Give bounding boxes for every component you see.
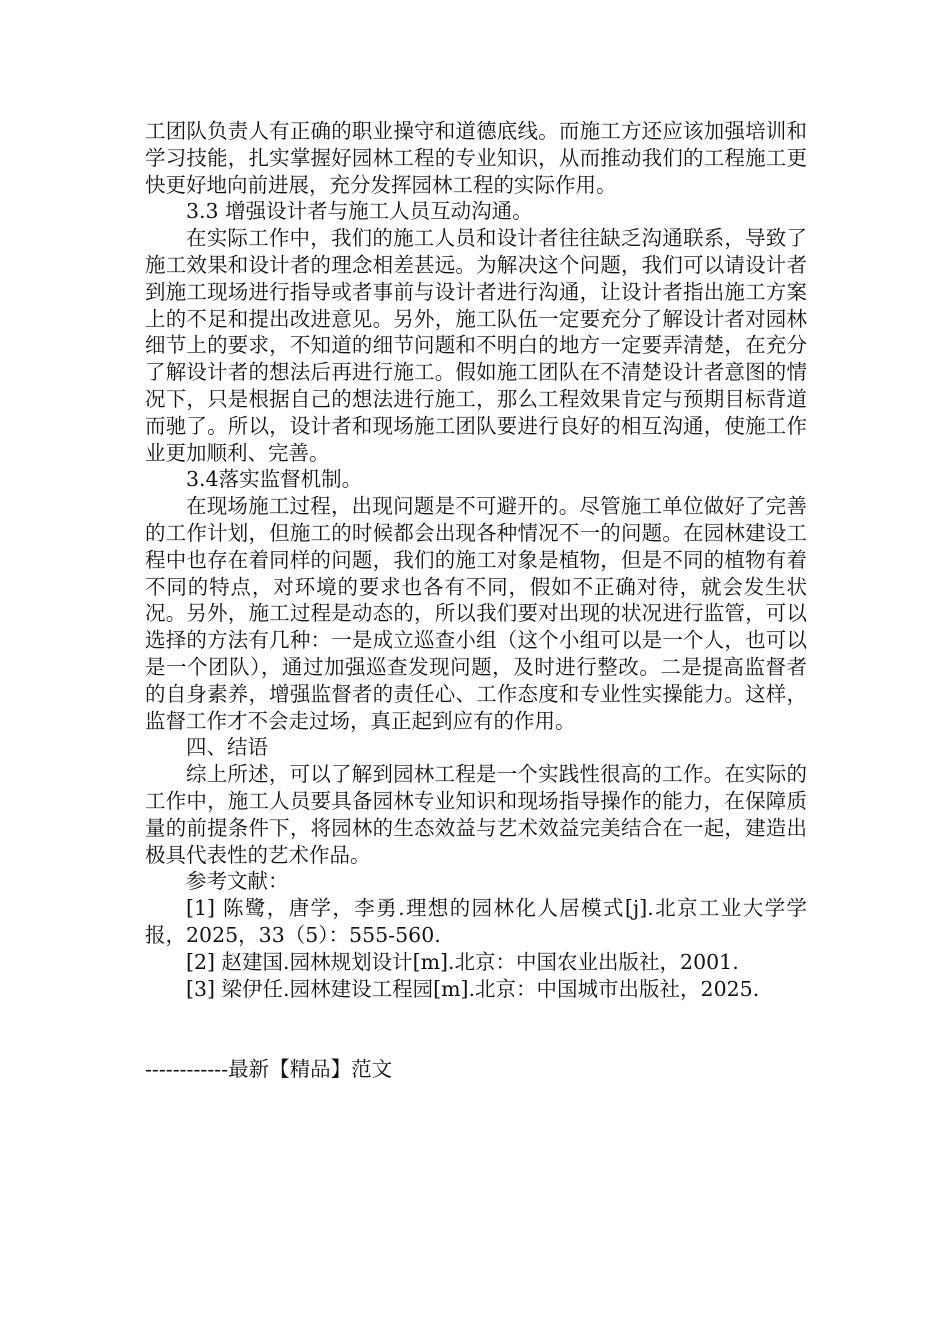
paragraph-communication: 在实际工作中，我们的施工人员和设计者往往缺乏沟通联系，导致了施工效果和设计者的理念相差甚远。为解决这个问题，我们可以请设计者到施工现场进行指导或者事前与设计者进行沟通，让设计者指出施工方案上的不足和提出改进意见。另外，施工队伍一定要充分了解设计者对园林细节上的要求，不知道的细节问题和不明白的地方一定要弄清楚，在充分了解设计者的想法后再进行施工。假如施工团队在不清楚设计者意图的情况下，只是根据自己的想法进行施工，那么工程效果肯定与预期目标背道而驰了。所以，设计者和现场施工团队要进行良好的相互沟通，使施工作业更加顺利、完善。	[145, 226, 807, 465]
reference-item-3: [3] 梁伊任.园林建设工程园[m].北京：中国城市出版社，2025.	[186, 976, 760, 1001]
paragraph-continuation: 工团队负责人有正确的职业操守和道德底线。而施工方还应该加强培训和学习技能，扎实掌握好园林工程的专业知识，从而推动我们的工程施工更快更好地向前进展，充分发挥园林工程的实际作用。	[145, 119, 807, 197]
references-heading: 参考文献：	[186, 869, 289, 894]
paragraph-conclusion: 综上所述，可以了解到园林工程是一个实践性很高的工作。在实际的工作中，施工人员要具备园林专业知识和现场指导操作的能力，在保障质量的前提条件下，将园林的生态效益与艺术效益完美结合在一起，建造出极具代表性的艺术作品。	[145, 762, 807, 867]
reference-item-1: [1] 陈鹭，唐学，李勇.理想的园林化人居模式[j].北京工业大学学报，2025，33（5）：555-560.	[145, 896, 807, 947]
page-footer: ------------最新【精品】范文	[145, 1057, 393, 1082]
paragraph-supervision: 在现场施工过程，出现问题是不可避开的。尽管施工单位做好了完善的工作计划，但施工的时候都会出现各种情况不一的问题。在园林建设工程中也存在着同样的问题，我们的施工对象是植物，但是不同的植物有着不同的特点，对环境的要求也各有不同，假如不正确对待，就会发生状况。另外，施工过程是动态的，所以我们要对出现的状况进行监管，可以选择的方法有几种：一是成立巡查小组（这个小组可以是一个人，也可以是一个团队），通过加强巡查发现问题，及时进行整改。二是提高监督者的自身素养，增强监督者的责任心、工作态度和专业性实操能力。这样，监督工作才不会走过场，真正起到应有的作用。	[145, 494, 807, 733]
section-heading-3-3: 3.3 增强设计者与施工人员互动沟通。	[186, 199, 533, 224]
section-heading-conclusion: 四、结语	[186, 735, 268, 760]
reference-item-2: [2] 赵建国.园林规划设计[m].北京：中国农业出版社，2001.	[186, 949, 739, 974]
document-page	[145, 118, 807, 1083]
section-heading-3-4: 3.4落实监督机制。	[186, 467, 363, 492]
